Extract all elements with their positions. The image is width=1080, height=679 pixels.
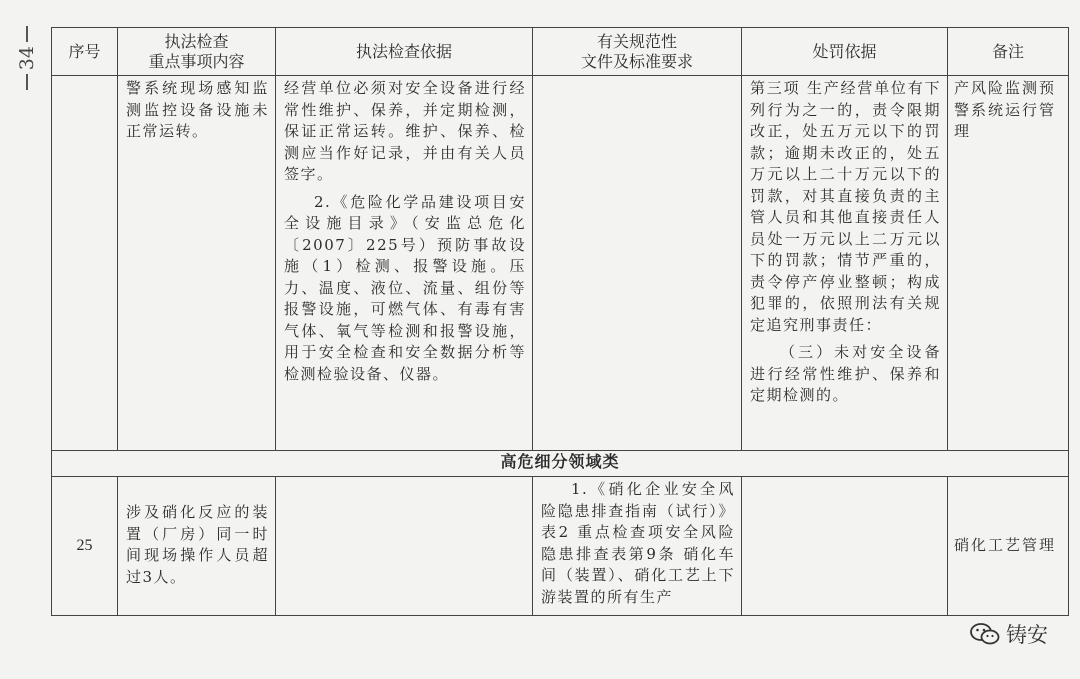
header-basis: 执法检查依据 [276, 28, 533, 76]
note-text: 产风险监测预警系统运行管理 [954, 79, 1057, 140]
page-number [14, 22, 40, 94]
wechat-icon [970, 622, 1000, 646]
cell-seq [52, 76, 118, 451]
header-row [52, 28, 1069, 76]
cell-standards [533, 76, 742, 451]
header-seq: 序号 [52, 28, 118, 76]
basis-paragraph-2: 2.《危险化学品建设项目安全设施目录》（安监总危化〔2007〕225号）预防事故设施（1）检测、报警设施。压力、温度、液位、流量、组份等报警设施，可燃气体、有毒有害气体、氧气等检测和报警设施，用于安全检查和安全数据分析等检测检验设备、仪器。 [284, 192, 526, 383]
penalty-paragraph-2: （三）未对安全设备进行经常性维护、保养和定期检测的。 [750, 343, 941, 404]
note-text-25: 硝化工艺管理 [954, 536, 1057, 555]
penalty-paragraph-1: 第三项 生产经营单位有下列行为之一的，责令限期改正，处五万元以下的罚款；逾期未改正的，处五万元以上二十万元以下的罚款，对其直接负责的主管人员和其他直接责任人员处一万元以上二万元以下的罚款；情节严重的，责令停产停业整顿；构成犯罪的，依照刑法有关规定追究刑事责任： [750, 79, 941, 334]
enforcement-table [51, 27, 1069, 616]
cell-content-25 [118, 477, 276, 616]
cell-standards-25 [533, 477, 742, 616]
header-standards: 有关规范性 文件及标准要求 [533, 28, 742, 76]
cell-note [948, 76, 1069, 451]
watermark-text: 铸安 [1006, 623, 1048, 647]
header-note: 备注 [948, 28, 1069, 76]
category-title: 高危细分领域类 [52, 451, 1069, 477]
standards-text-25: 1.《硝化企业安全风险隐患排查指南（试行）》表2 重点检查项安全风险隐患排查表第9条 硝化车间（装置）、硝化工艺上下游装置的所有生产 [541, 480, 735, 606]
table-row-25 [52, 477, 1069, 616]
watermark [970, 619, 1048, 649]
content-text: 警系统现场感知监测监控设备设施未正常运转。 [126, 79, 269, 140]
category-row [52, 451, 1069, 477]
cell-penalty [742, 76, 948, 451]
page-number-text: 34 [16, 46, 38, 71]
page-number-dash-bottom [26, 74, 28, 90]
cell-content [118, 76, 276, 451]
header-penalty: 处罚依据 [742, 28, 948, 76]
cell-penalty-25 [742, 477, 948, 616]
table-row-continued [52, 76, 1069, 451]
basis-paragraph-1: 经营单位必须对安全设备进行经常性维护、保养，并定期检测，保证正常运转。维护、保养、检测应当作好记录，并由有关人员签字。 [284, 79, 526, 183]
header-content: 执法检查 重点事项内容 [118, 28, 276, 76]
page-number-dash-top [26, 26, 28, 42]
cell-note-25 [948, 477, 1069, 616]
cell-seq-25: 25 [52, 477, 118, 616]
cell-basis-25 [276, 477, 533, 616]
cell-basis [276, 76, 533, 451]
content-text-25: 涉及硝化反应的装置（厂房）同一时间现场操作人员超过3人。 [126, 503, 269, 586]
